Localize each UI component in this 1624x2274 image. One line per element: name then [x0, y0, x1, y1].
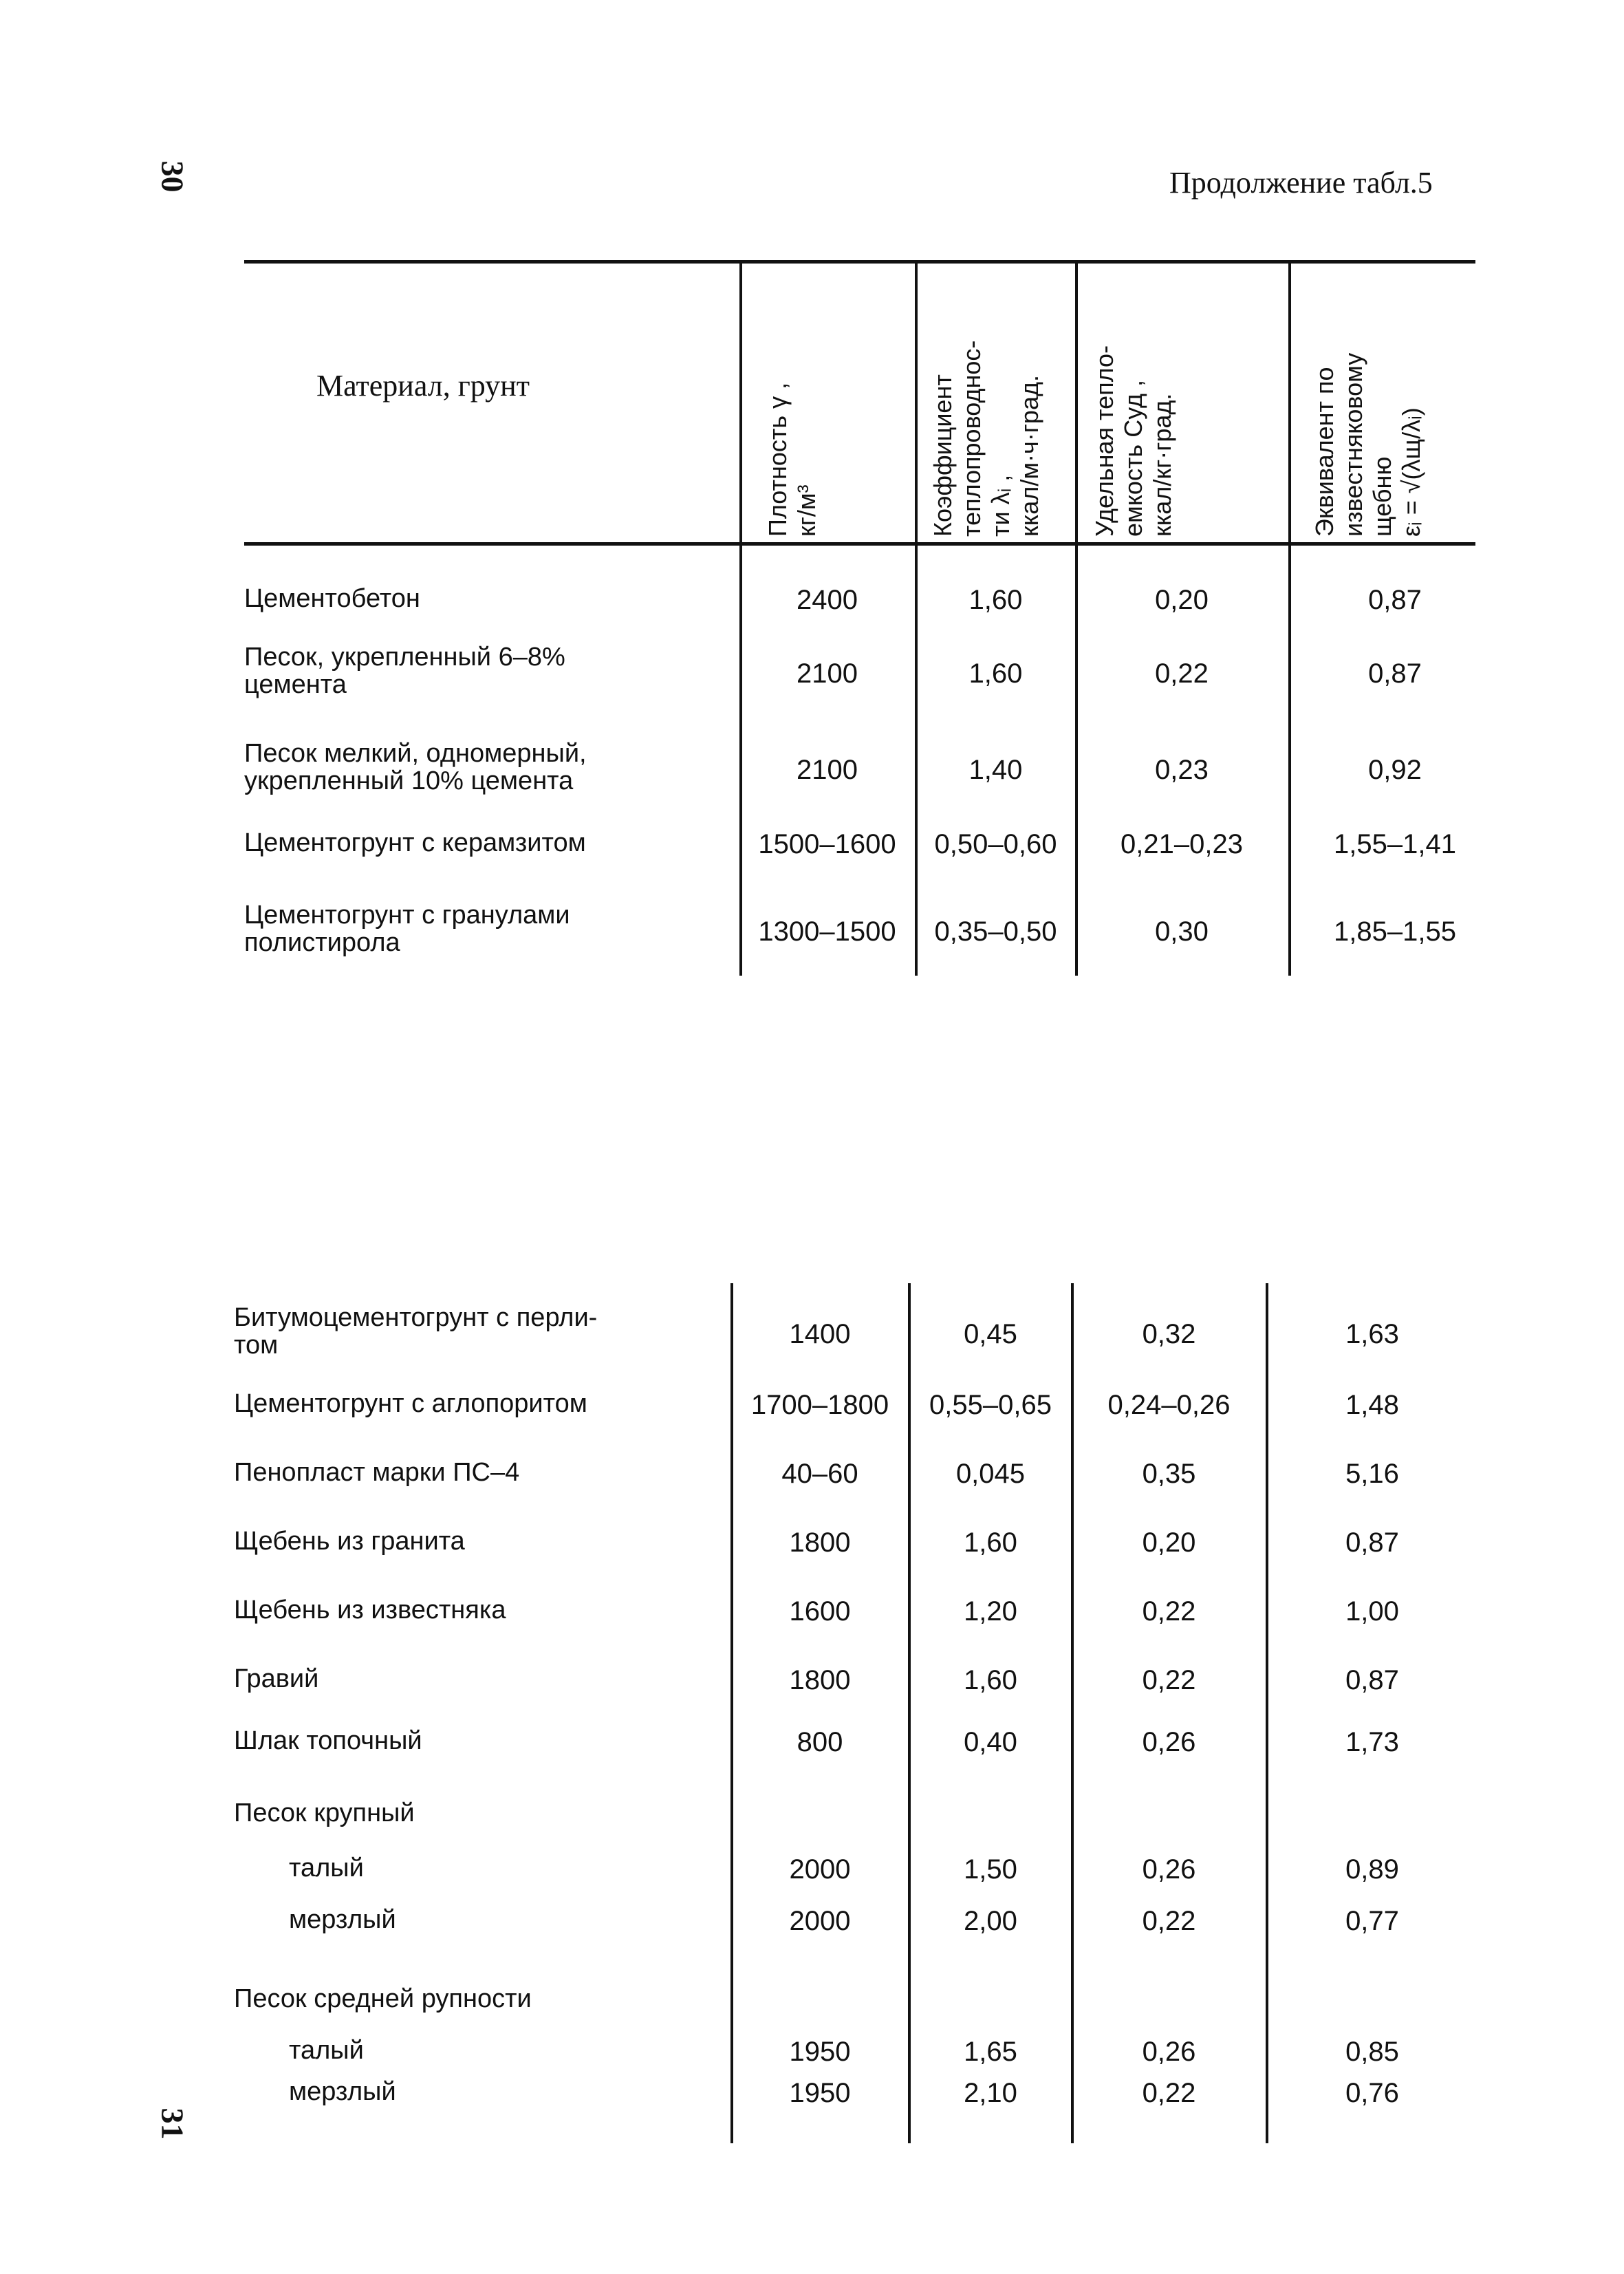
bottom-row-heat-capacity: 0,26: [1142, 1854, 1196, 1885]
bottom-row-equivalent: 0,85: [1345, 2037, 1399, 2067]
bottom-row-equivalent: 1,48: [1345, 1390, 1399, 1420]
bottom-row-density: 2000: [789, 1854, 851, 1885]
bottom-row-density: 1950: [789, 2078, 851, 2108]
top-row-equivalent: 0,87: [1368, 658, 1422, 689]
bottom-row-equivalent: 0,89: [1345, 1854, 1399, 1885]
bottom-row-name: Гравий: [234, 1664, 319, 1693]
top-row-conductivity: 1,60: [968, 585, 1023, 615]
bottom-row-equivalent: 1,00: [1345, 1596, 1399, 1627]
bottom-row-equivalent: 0,87: [1345, 1527, 1399, 1558]
top-row-conductivity: 0,50–0,60: [934, 829, 1057, 859]
page-number-bottom: 31: [155, 2107, 191, 2140]
bottom-row-equivalent: 1,73: [1345, 1727, 1399, 1757]
bottom-row-density: 800: [797, 1727, 843, 1757]
bottom-row-heat-capacity: 0,22: [1142, 2078, 1196, 2108]
table-continuation-caption: Продолжение табл.5: [1169, 166, 1433, 200]
top-row-density: 2400: [797, 585, 858, 615]
bottom-row-name: Песок средней рупности: [234, 1984, 532, 2013]
col-divider-b1: [730, 1283, 733, 2143]
bottom-row-heat-capacity: 0,22: [1142, 1665, 1196, 1695]
bottom-row-heat-capacity: 0,22: [1142, 1906, 1196, 1936]
top-row-conductivity: 0,35–0,50: [934, 916, 1057, 947]
bottom-row-density: 2000: [789, 1906, 851, 1936]
bottom-row-conductivity: 1,50: [964, 1854, 1017, 1885]
bottom-row-name: Пенопласт марки ПС–4: [234, 1458, 520, 1487]
bottom-row-density: 1700–1800: [750, 1390, 889, 1420]
bottom-row-name: мерзлый: [289, 1905, 396, 1934]
bottom-row-density: 1800: [789, 1665, 851, 1695]
bottom-row-conductivity: 1,60: [964, 1665, 1017, 1695]
bottom-row-conductivity: 0,45: [964, 1319, 1017, 1349]
top-row-conductivity: 1,40: [968, 755, 1023, 785]
bottom-row-conductivity: 0,40: [964, 1727, 1017, 1757]
bottom-row-heat-capacity: 0,26: [1142, 1727, 1196, 1757]
bottom-row-equivalent: 1,63: [1345, 1319, 1399, 1349]
bottom-row-conductivity: 0,55–0,65: [929, 1390, 1052, 1420]
bottom-row-conductivity: 0,045: [955, 1459, 1026, 1489]
bottom-row-density: 1950: [789, 2037, 851, 2067]
bottom-row-density: 1600: [789, 1596, 851, 1627]
bottom-row-density: 40–60: [781, 1459, 858, 1489]
header-density: Плотность γ , кг/м³: [764, 382, 821, 537]
bottom-row-conductivity: 1,20: [964, 1596, 1017, 1627]
bottom-row-heat-capacity: 0,24–0,26: [1107, 1390, 1231, 1420]
header-conductivity: Коэффициент теплопроводнос- ти λᵢ , ккал/м·ч·град.: [929, 340, 1043, 537]
top-row-heat-capacity: 0,21–0,23: [1120, 829, 1243, 859]
bottom-row-name: Щебень из гранита: [234, 1527, 465, 1556]
header-equivalent: Эквивалент по известняковому щебню εᵢ = √(λщ/λᵢ): [1310, 352, 1425, 537]
header-heat-capacity: Удельная тепло- емкость Cуд , ккал/кг·град.: [1090, 345, 1176, 537]
bottom-row-heat-capacity: 0,20: [1142, 1527, 1196, 1558]
bottom-row-heat-capacity: 0,32: [1142, 1319, 1196, 1349]
header-material: Материал, грунт: [316, 369, 530, 403]
bottom-row-equivalent: 0,76: [1345, 2078, 1399, 2108]
bottom-row-name: мерзлый: [289, 2077, 396, 2106]
top-row-heat-capacity: 0,20: [1155, 585, 1209, 615]
col-divider-b4: [1266, 1283, 1268, 2143]
col-divider-b2: [908, 1283, 911, 2143]
bottom-row-name: Битумоцементогрунт с перли- том: [234, 1303, 598, 1360]
top-row-heat-capacity: 0,23: [1155, 755, 1209, 785]
top-row-equivalent: 1,85–1,55: [1334, 916, 1456, 947]
top-row-name: Цементобетон: [244, 584, 420, 613]
top-row-equivalent: 1,55–1,41: [1334, 829, 1456, 859]
top-row-name: Цементогрунт с гранулами полистирола: [244, 901, 570, 957]
bottom-row-heat-capacity: 0,22: [1142, 1596, 1196, 1627]
bottom-row-conductivity: 2,00: [964, 1906, 1017, 1936]
top-row-equivalent: 0,87: [1368, 585, 1422, 615]
page-number-top: 30: [155, 160, 191, 193]
top-row-name: Песок мелкий, одномерный, укрепленный 10% цемента: [244, 739, 587, 795]
bottom-row-name: Шлак топочный: [234, 1726, 422, 1755]
bottom-row-conductivity: 1,65: [964, 2037, 1017, 2067]
top-row-conductivity: 1,60: [968, 658, 1023, 689]
bottom-row-name: Песок крупный: [234, 1799, 415, 1827]
col-divider-b3: [1071, 1283, 1074, 2143]
top-row-name: Цементогрунт с керамзитом: [244, 828, 586, 857]
bottom-row-name: Щебень из известняка: [234, 1596, 506, 1624]
top-row-name: Песок, укрепленный 6–8% цемента: [244, 643, 565, 699]
top-row-heat-capacity: 0,30: [1155, 916, 1209, 947]
bottom-row-equivalent: 0,87: [1345, 1665, 1399, 1695]
bottom-row-name: талый: [289, 1854, 364, 1883]
bottom-row-equivalent: 5,16: [1345, 1459, 1399, 1489]
bottom-row-heat-capacity: 0,35: [1142, 1459, 1196, 1489]
bottom-row-density: 1400: [789, 1319, 851, 1349]
bottom-row-conductivity: 1,60: [964, 1527, 1017, 1558]
top-row-density: 1300–1500: [758, 916, 896, 947]
bottom-row-heat-capacity: 0,26: [1142, 2037, 1196, 2067]
bottom-row-name: Цементогрунт с аглопоритом: [234, 1389, 587, 1418]
bottom-row-density: 1800: [789, 1527, 851, 1558]
top-row-heat-capacity: 0,22: [1155, 658, 1209, 689]
bottom-row-conductivity: 2,10: [964, 2078, 1017, 2108]
top-row-density: 2100: [797, 755, 858, 785]
bottom-row-name: талый: [289, 2036, 364, 2065]
bottom-row-equivalent: 0,77: [1345, 1906, 1399, 1936]
top-row-density: 1500–1600: [758, 829, 896, 859]
top-row-density: 2100: [797, 658, 858, 689]
top-row-equivalent: 0,92: [1368, 755, 1422, 785]
